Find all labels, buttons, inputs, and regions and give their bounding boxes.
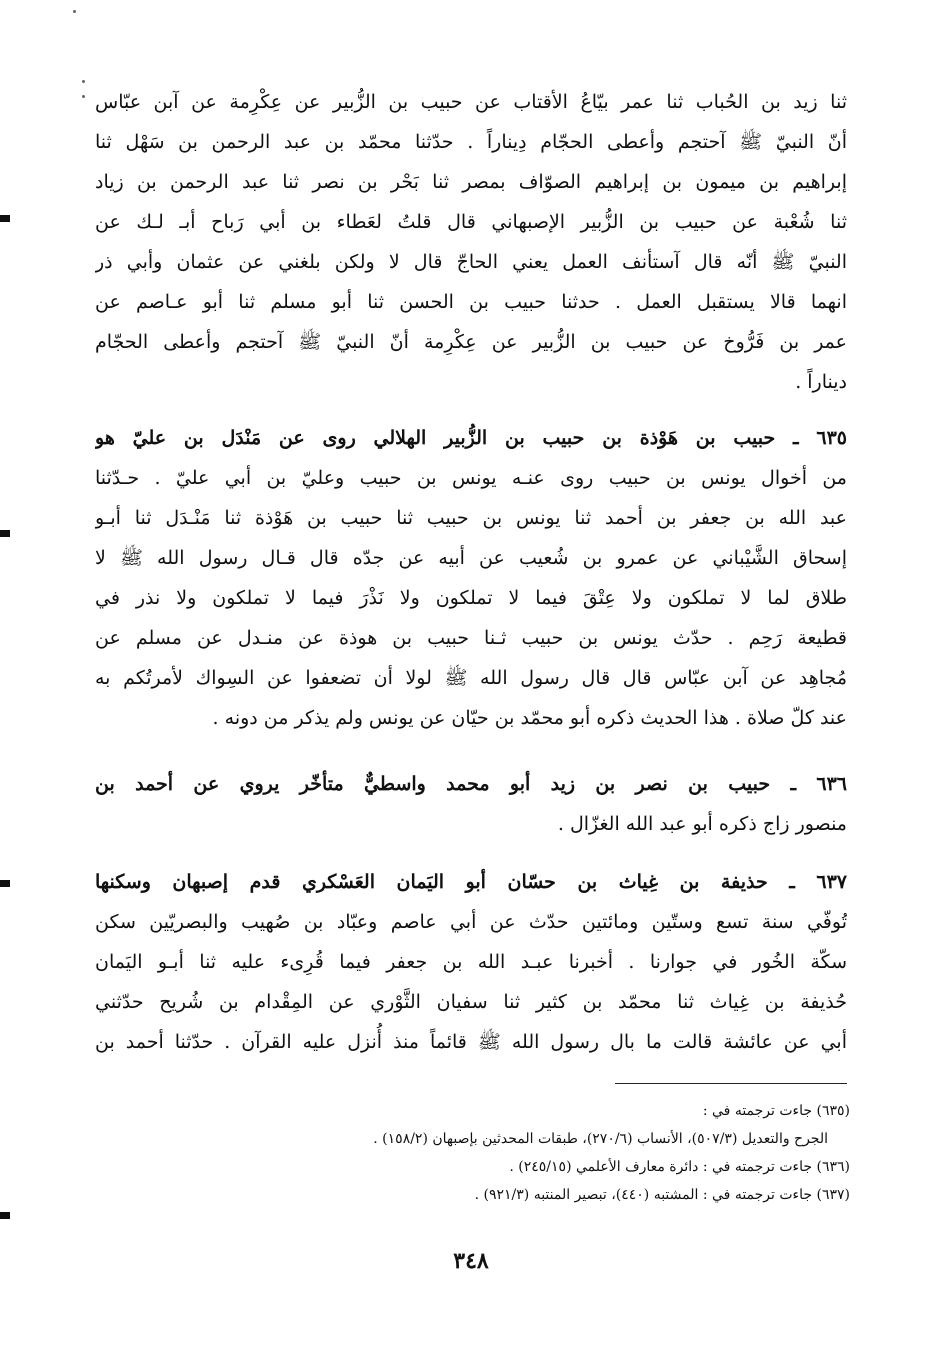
text-line: مُجاهِد عن آبن عبّاس قال قال رسول الله ﷺ لولا أن تضعفوا عن السِواك لأمرتُكم به <box>95 667 847 689</box>
text-line: ثنا زيد بن الحُباب ثنا عمر بيّاعُ الأقتاب عن حبيب بن الزُّبير عن عِكْرِمة عن آبن عبّاس <box>95 91 847 113</box>
scan-speck <box>73 10 76 13</box>
text-line: عند كلّ صلاة . هذا الحديث ذكره أبو محمّد بن حيّان عن يونس ولم يذكر من دونه . <box>212 707 847 729</box>
text-line: قطيعة رَحِم . حدّث يونس بن حبيب ثـنا حبيب بن هوذة عن منـدل عن مسلم عن <box>95 627 847 649</box>
text-line: أنّ النبيّ ﷺ آحتجم وأعطى الحجّام دِيناراً . حدّثنا محمّد بن عبد الرحمن بن سَهْل ثنا <box>95 131 847 153</box>
footnote-rule <box>615 1083 847 1084</box>
footnote-line: (٦٣٦) جاءت ترجمته في : دائرة معارف الأعلمي (٢٤٥/١٥) . <box>509 1159 850 1175</box>
scan-speck <box>82 95 85 98</box>
entry-636 <box>95 764 847 844</box>
entry-heading-line: ٦٣٧ ـ حذيفة بن غِياث بن حسّان أبو اليَمان العَسْكري قدم إصبهان وسكنها <box>95 871 847 893</box>
paragraph-continuation <box>95 82 847 402</box>
entry-heading-line: ٦٣٥ ـ حبيب بن هَوْذة بن حبيب بن الزُّبير الهلالي روى عن مَنْدَل بن عليّ هو <box>95 427 847 449</box>
footnote-line: (٦٣٥) جاءت ترجمته في : <box>702 1103 850 1119</box>
footnote-line: الجرح والتعديل (٥٠٧/٣)، الأنساب (٢٧٠/٦)، طبقات المحدثين بإصبهان (١٥٨/٢) . <box>373 1131 828 1147</box>
entry-637 <box>95 862 847 1062</box>
scan-speck <box>82 80 85 83</box>
footnotes <box>140 1097 850 1209</box>
text-line: ثنا شُعْبة عن حبيب بن الزُّبير الإصبهاني قال قلتُ لعَطاء بن أبي رَباح أبـ لـك عن <box>95 211 847 233</box>
text-line: تُوفّي سنة تسع وستّين ومائتين حدّث عن أبي عاصم وعبّاد بن صُهيب والبصريّين سكن <box>95 911 847 933</box>
text-line: ديناراً . <box>795 371 847 393</box>
text-line: منصور زاج ذكره أبو عبد الله الغزّال . <box>557 813 847 835</box>
footnote-line: (٦٣٧) جاءت ترجمته في : المشتبه (٤٤٠)، تبصير المنتبه (٩٢١/٣) . <box>474 1187 850 1203</box>
margin-mark <box>0 215 10 222</box>
text-line: طلاق لما لا تملكون ولا عِتْقَ فيما لا تملكون ولا نَذْرَ فيما لا تملكون ولا نذر في <box>95 587 847 609</box>
text-line: عمر بن فَرُّوخ عن حبيب بن الزُّبير عن عِكْرِمة أنّ النبيّ ﷺ آحتجم وأعطى الحجّام <box>95 331 847 353</box>
margin-mark <box>0 880 10 887</box>
text-line: حُذيفة بن غِياث ثنا محمّد بن كثير ثنا سفيان الثَّوْري عن المِقْدام بن شُريح حدّثني <box>95 991 847 1013</box>
text-line: من أخوال يونس بن حبيب روى عنـه يونس بن حبيب وعليّ بن أبي عليّ . حـدّثنا <box>95 467 847 489</box>
text-line: سكّة الخُور في جوارنا . أخبرنا عبـد الله بن جعفر فيما قُرِىء عليه ثنا أبـو اليَمان <box>95 951 847 973</box>
text-line: أبي عن عائشة قالت ما بال رسول الله ﷺ قائماً منذ أُنزل عليه القرآن . حدّثنا أحمد بن <box>95 1031 847 1053</box>
text-line: انهما قالا يستقبل العمل . حدثنا حبيب بن الحسن ثنا أبو مسلم ثنا أبو عـاصم عن <box>95 291 847 313</box>
margin-mark <box>0 530 10 537</box>
page-number: ٣٤٨ <box>453 1248 489 1274</box>
text-line: النبيّ ﷺ أنّه قال آستأنف العمل يعني الحاجّ قال لا ولكن بلغني عن عثمان وأبي ذر <box>95 251 847 273</box>
text-line: إسحاق الشَّيْباني عن عمرو بن شُعيب عن أبيه عن جدّه قال قـال رسول الله ﷺ لا <box>95 547 847 569</box>
text-line: إبراهيم بن ميمون بن إبراهيم الصوّاف بمصر ثنا بَحْر بن نصر ثنا عبد الرحمن بن زياد <box>95 171 847 193</box>
entry-heading-line: ٦٣٦ ـ حبيب بن نصر بن زيد أبو محمد واسطيٌّ متأخّر يروي عن أحمد بن <box>95 773 847 795</box>
entry-635 <box>95 418 847 738</box>
text-line: عبد الله بن جعفر بن أحمد ثنا يونس بن حبيب ثنا حبيب بن هَوْذة ثنا مَنْـدَل ثنا أبـو <box>95 507 847 529</box>
margin-mark <box>0 1212 10 1219</box>
